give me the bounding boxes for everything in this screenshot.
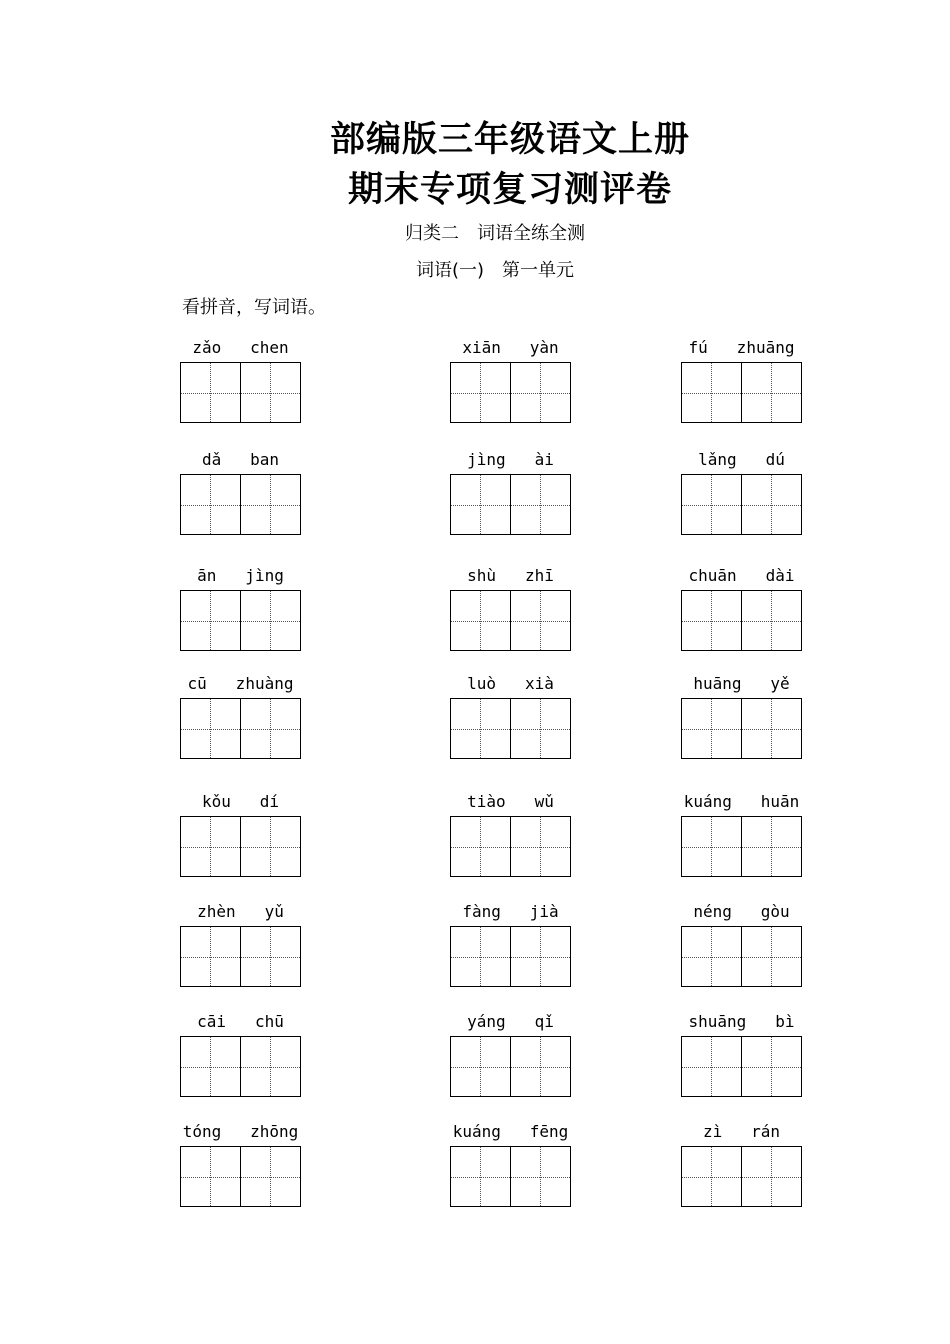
character-box[interactable] [681, 926, 742, 987]
character-box[interactable] [742, 1036, 803, 1097]
character-box[interactable] [511, 926, 572, 987]
word-item [450, 1122, 571, 1206]
writing-boxes [450, 816, 571, 877]
word-item [450, 450, 571, 534]
character-box[interactable] [681, 590, 742, 651]
pinyin-label: kǒu dí [201, 792, 280, 811]
writing-boxes [681, 698, 802, 759]
writing-boxes [450, 474, 571, 535]
word-item [180, 674, 301, 758]
character-box[interactable] [180, 474, 241, 535]
character-box[interactable] [180, 816, 241, 877]
character-box[interactable] [450, 698, 511, 759]
category-heading: 归类二 词语全练全测 [405, 223, 585, 244]
character-box[interactable] [742, 926, 803, 987]
pinyin-label: tiào wǔ [467, 792, 554, 811]
word-item [450, 338, 571, 422]
page-title-line1: 部编版三年级语文上册 [329, 120, 690, 160]
character-box[interactable] [511, 1146, 572, 1207]
writing-boxes [180, 362, 301, 423]
word-item [180, 566, 301, 650]
character-box[interactable] [742, 816, 803, 877]
character-box[interactable] [241, 698, 302, 759]
word-item [450, 1012, 571, 1096]
character-box[interactable] [742, 1146, 803, 1207]
pinyin-label: jìng ài [467, 450, 554, 469]
writing-boxes [180, 474, 301, 535]
word-item [180, 1012, 301, 1096]
character-box[interactable] [511, 362, 572, 423]
pinyin-label: zhèn yǔ [197, 902, 284, 921]
character-box[interactable] [742, 590, 803, 651]
character-box[interactable] [511, 474, 572, 535]
pinyin-label: shuāng bì [688, 1012, 795, 1031]
character-box[interactable] [681, 816, 742, 877]
writing-boxes [681, 1146, 802, 1207]
pinyin-label: yáng qǐ [467, 1012, 554, 1031]
writing-boxes [450, 698, 571, 759]
writing-boxes [180, 590, 301, 651]
word-item [681, 1122, 802, 1206]
word-item [180, 338, 301, 422]
writing-boxes [681, 474, 802, 535]
word-item [450, 566, 571, 650]
character-box[interactable] [450, 816, 511, 877]
character-box[interactable] [450, 1036, 511, 1097]
character-box[interactable] [511, 816, 572, 877]
writing-boxes [681, 362, 802, 423]
writing-boxes [681, 926, 802, 987]
character-box[interactable] [180, 926, 241, 987]
pinyin-label: ān jìng [197, 566, 284, 585]
word-item [681, 338, 802, 422]
pinyin-label: huāng yě [693, 674, 790, 693]
pinyin-label: cū zhuàng [187, 674, 294, 693]
pinyin-label: xiān yàn [462, 338, 559, 357]
writing-boxes [450, 1146, 571, 1207]
word-item [180, 450, 301, 534]
pinyin-label: fàng jià [462, 902, 559, 921]
word-item [681, 450, 802, 534]
writing-boxes [681, 1036, 802, 1097]
character-box[interactable] [511, 698, 572, 759]
writing-boxes [180, 1146, 301, 1207]
pinyin-label: dǎ ban [201, 450, 280, 469]
writing-boxes [450, 362, 571, 423]
character-box[interactable] [450, 362, 511, 423]
character-box[interactable] [450, 590, 511, 651]
word-item [681, 792, 802, 876]
word-item [681, 1012, 802, 1096]
character-box[interactable] [681, 1036, 742, 1097]
page-title-line2: 期末专项复习测评卷 [347, 170, 672, 210]
writing-boxes [180, 698, 301, 759]
pinyin-label: zì rán [702, 1122, 781, 1141]
character-box[interactable] [241, 362, 302, 423]
character-box[interactable] [241, 1036, 302, 1097]
pinyin-label: shù zhī [467, 566, 554, 585]
instruction-text: 看拼音，写词语。 [182, 297, 326, 318]
pinyin-label: kuáng fēng [452, 1122, 569, 1141]
word-item [681, 902, 802, 986]
character-box[interactable] [511, 1036, 572, 1097]
word-item [450, 674, 571, 758]
pinyin-label: kuáng huān [683, 792, 800, 811]
character-box[interactable] [681, 1146, 742, 1207]
character-box[interactable] [241, 1146, 302, 1207]
pinyin-label: tóng zhōng [182, 1122, 299, 1141]
character-box[interactable] [681, 698, 742, 759]
writing-boxes [180, 1036, 301, 1097]
writing-boxes [450, 1036, 571, 1097]
word-item [180, 792, 301, 876]
writing-boxes [450, 590, 571, 651]
writing-boxes [450, 926, 571, 987]
character-box[interactable] [681, 474, 742, 535]
word-item [180, 902, 301, 986]
character-box[interactable] [180, 362, 241, 423]
character-box[interactable] [450, 926, 511, 987]
pinyin-label: néng gòu [693, 902, 790, 921]
pinyin-label: fú zhuāng [688, 338, 795, 357]
word-item [681, 566, 802, 650]
character-box[interactable] [450, 1146, 511, 1207]
character-box[interactable] [180, 1146, 241, 1207]
writing-boxes [681, 590, 802, 651]
character-box[interactable] [180, 698, 241, 759]
character-box[interactable] [180, 590, 241, 651]
character-box[interactable] [742, 698, 803, 759]
character-box[interactable] [241, 926, 302, 987]
writing-boxes [180, 816, 301, 877]
word-item [450, 792, 571, 876]
pinyin-label: lǎng dú [698, 450, 785, 469]
character-box[interactable] [180, 1036, 241, 1097]
character-box[interactable] [241, 816, 302, 877]
word-item [450, 902, 571, 986]
section-heading: 词语(一) 第一单元 [415, 260, 575, 281]
character-box[interactable] [511, 590, 572, 651]
character-box[interactable] [241, 474, 302, 535]
pinyin-label: zǎo chen [192, 338, 289, 357]
pinyin-label: chuān dài [688, 566, 795, 585]
character-box[interactable] [241, 590, 302, 651]
pinyin-label: luò xià [467, 674, 554, 693]
pinyin-label: cāi chū [197, 1012, 284, 1031]
character-box[interactable] [681, 362, 742, 423]
writing-boxes [681, 816, 802, 877]
word-item [681, 674, 802, 758]
character-box[interactable] [450, 474, 511, 535]
character-box[interactable] [742, 362, 803, 423]
word-item [180, 1122, 301, 1206]
character-box[interactable] [742, 474, 803, 535]
writing-boxes [180, 926, 301, 987]
